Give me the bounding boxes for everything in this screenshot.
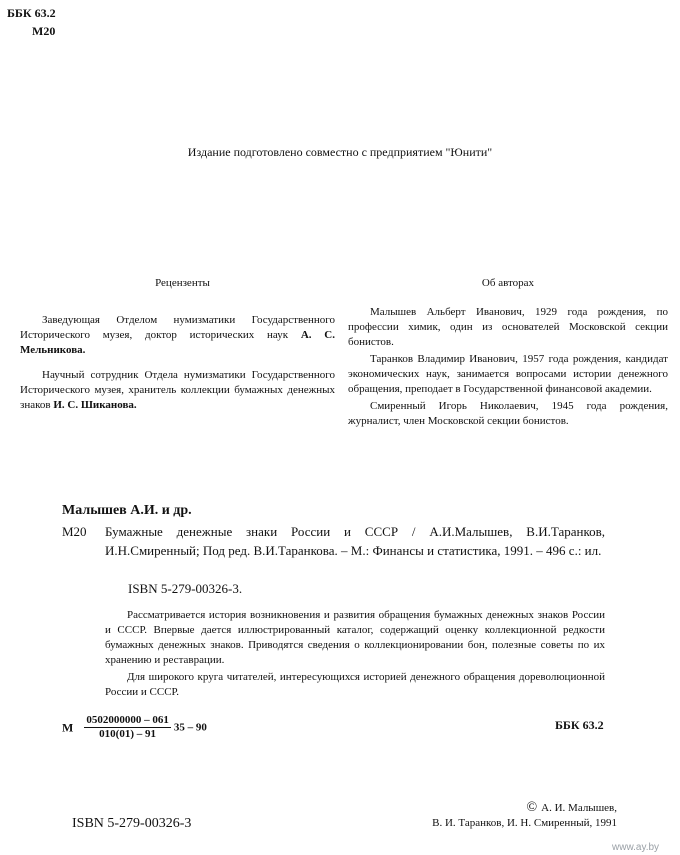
copyright-name: А. И. Малышев, xyxy=(541,802,617,814)
reviewers-section xyxy=(20,276,335,413)
annotation xyxy=(105,608,605,700)
class-code xyxy=(62,714,207,741)
catalog-code: М20 xyxy=(32,24,56,38)
prepared-note: Издание подготовлено совместно с предприятием "Юнити" xyxy=(187,145,493,159)
class-code-letter: М xyxy=(62,720,74,735)
watermark: www.ay.by xyxy=(612,842,660,853)
about-authors-section xyxy=(348,276,668,429)
annotation-paragraph: Рассматривается история возникновения и развития обращения бумажных денежных знаков России и СССР. Впервые дается иллюстрированный каталог, содержащий оценку коллекционной редкости бумажных денежных знаков. Приводятся сведения о коллекционировании бон, полезные советы по их хранению и реставрации. xyxy=(105,609,605,666)
reviewer-item xyxy=(20,368,335,413)
copyright-line xyxy=(395,800,617,816)
bib-code: М20 xyxy=(62,524,87,539)
annotation-paragraph: Для широкого круга читателей, интересующихся историей денежного обращения дореволюционной России и СССР. xyxy=(105,671,605,698)
reviewer-item xyxy=(20,313,335,358)
class-code-numerator: 0502000000 – 061 xyxy=(86,714,169,726)
reviewer-desc: Научный сотрудник Отдела нумизматики Государственного Исторического музея, хранитель коллекции бумажных денежных знаков xyxy=(20,369,335,411)
class-code-denominator: 010(01) – 91 xyxy=(99,728,156,740)
copyright-line: В. И. Таранков, И. Н. Смиренный, 1991 xyxy=(432,817,617,829)
copyright-block xyxy=(395,800,617,831)
copyright-symbol: © xyxy=(526,800,538,815)
about-authors-heading: Об авторах xyxy=(481,277,535,289)
class-bbk: ББК 63.2 xyxy=(555,718,604,732)
bib-author-heading: Малышев А.И. и др. xyxy=(62,503,192,518)
bib-description: Бумажные денежные знаки России и СССР / А.И.Малышев, В.И.Таранков, И.Н.Смиренный; Под ред. В.И.Таранкова. – М.: Финансы и статистика, 1991. – 496 с.: ил. xyxy=(105,524,605,558)
author-bio: Смиренный Игорь Николаевич, 1945 года рождения, журналист, член Московской секции бонистов. xyxy=(348,400,668,427)
author-bio: Малышев Альберт Иванович, 1929 года рождения, по профессии химик, один из основателей Московской секции бонистов. xyxy=(348,306,668,348)
author-bio: Таранков Владимир Иванович, 1957 года рождения, кандидат экономических наук, занимается вопросами истории денежного обращения, преподает в Государственной финансовой академии. xyxy=(348,353,668,395)
class-code-suffix: 35 – 90 xyxy=(173,721,207,734)
class-code-fraction xyxy=(84,714,171,741)
reviewer-desc: Заведующая Отделом нумизматики Государственного Исторического музея, доктор исторических наук xyxy=(20,314,335,341)
reviewers-heading: Рецензенты xyxy=(155,277,210,289)
reviewer-name: А. С. Мельникова. xyxy=(20,329,335,356)
bib-isbn: ISBN 5-279-00326-3. xyxy=(128,581,243,596)
bbk-code: ББК 63.2 xyxy=(7,6,56,20)
footer-isbn: ISBN 5-279-00326-3 xyxy=(72,816,192,831)
reviewer-name: И. С. Шиканова. xyxy=(53,399,137,411)
